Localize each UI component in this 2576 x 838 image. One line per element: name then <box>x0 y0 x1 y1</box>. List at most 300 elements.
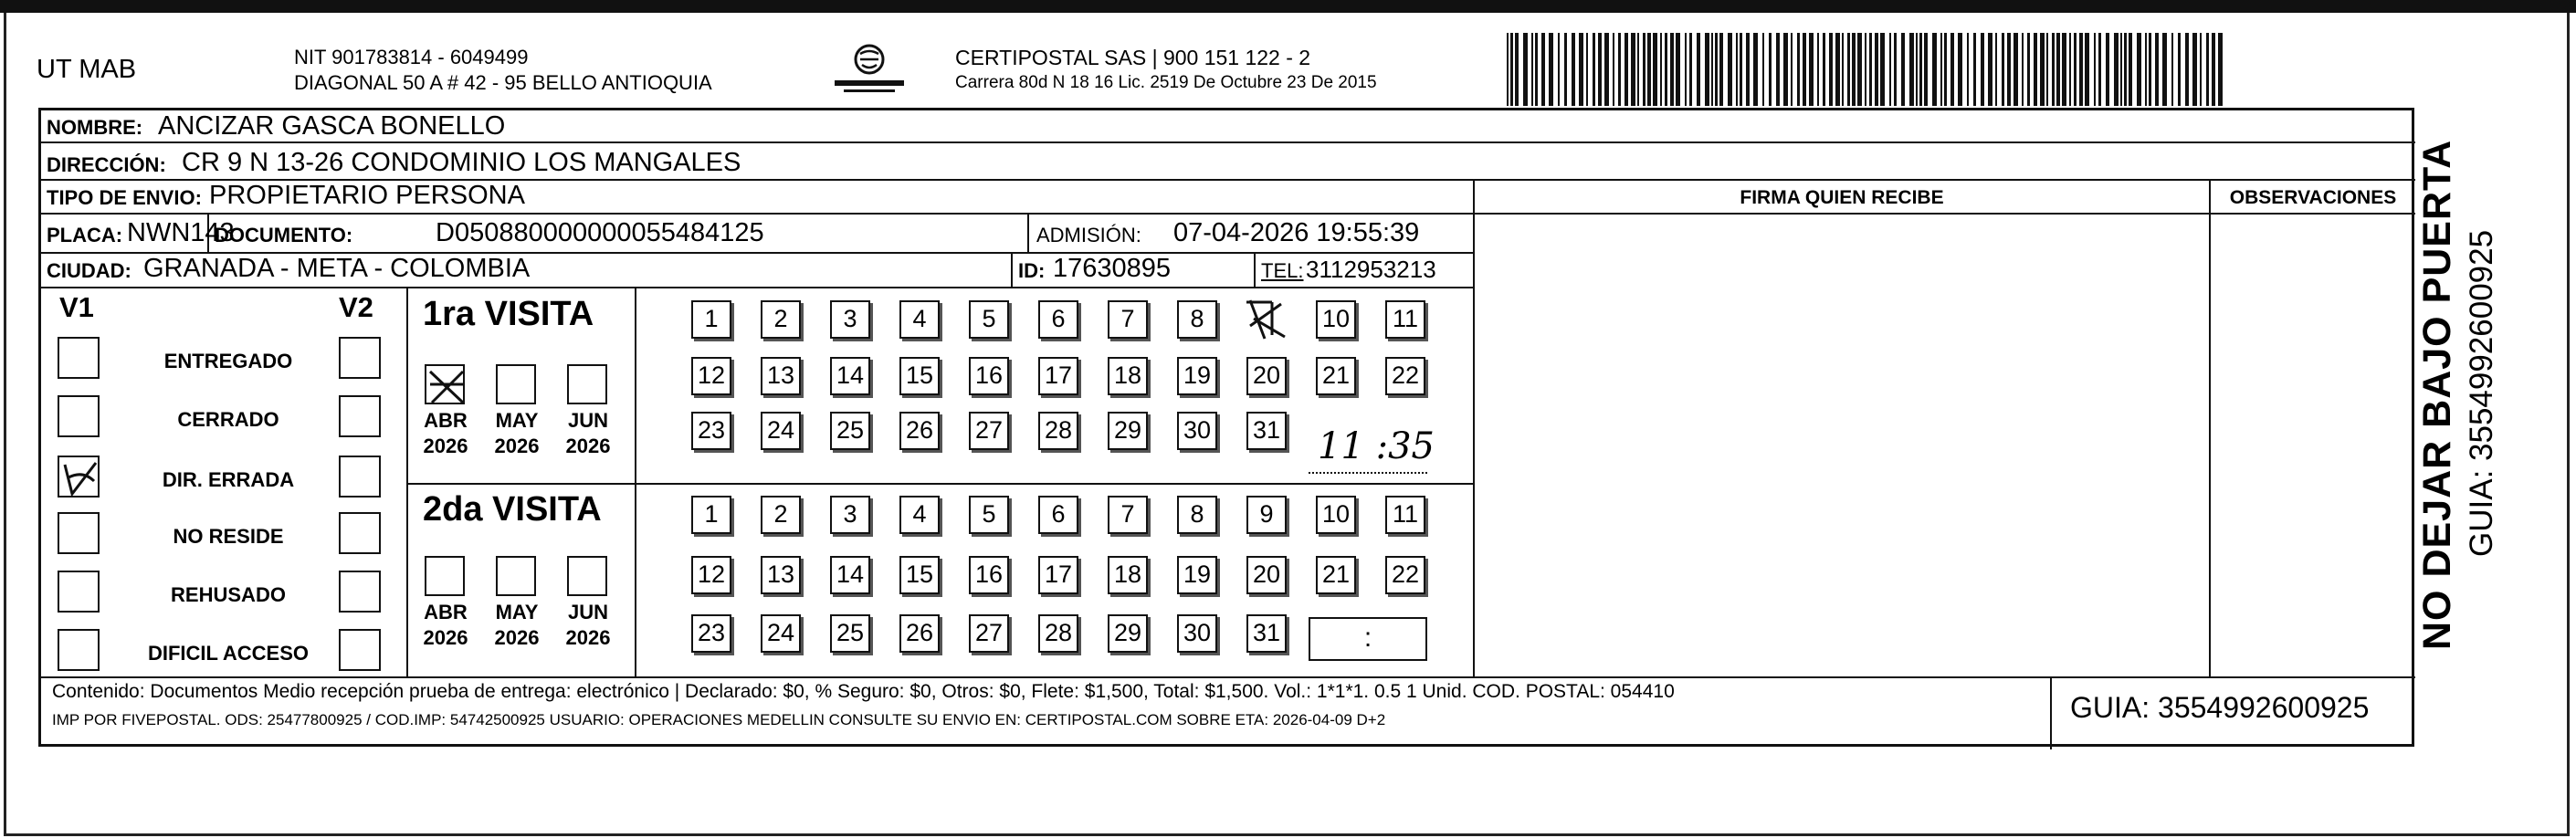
day-number: 26 <box>905 619 934 646</box>
rule <box>41 213 2415 215</box>
day-number: 16 <box>974 361 1004 389</box>
day-box[interactable] <box>1316 357 1356 395</box>
barcode-bar <box>1523 33 1528 106</box>
barcode-bar <box>1919 33 1922 106</box>
day-box[interactable] <box>899 496 940 534</box>
day-box[interactable] <box>1038 556 1078 594</box>
day-box[interactable] <box>969 412 1009 450</box>
day-number: 23 <box>697 416 726 444</box>
barcode-bar <box>1869 33 1872 106</box>
first-visit-title: 1ra VISITA <box>423 295 594 333</box>
day-box[interactable] <box>969 300 1009 339</box>
sender-nit: NIT 901783814 - 6049499 <box>294 46 529 68</box>
day-number: 1 <box>704 500 719 528</box>
second-visit-time-box: : <box>1309 617 1427 661</box>
barcode-bar <box>1618 33 1621 106</box>
day-number: 4 <box>912 500 927 528</box>
v1-checkbox[interactable] <box>58 512 100 554</box>
day-box[interactable] <box>1246 496 1287 534</box>
barcode-bar <box>1507 33 1509 106</box>
day-number: 18 <box>1113 361 1142 389</box>
barcode-bar <box>1829 33 1833 106</box>
ciudad-value: GRANADA - META - COLOMBIA <box>143 254 531 283</box>
month-year: 2026 <box>423 626 468 649</box>
barcode-bar <box>1762 33 1764 106</box>
day-number: 30 <box>1183 416 1212 444</box>
day-number: 6 <box>1051 500 1066 528</box>
day-number: 5 <box>982 500 996 528</box>
day-box[interactable] <box>830 556 870 594</box>
placa-label: PLACA: <box>47 224 123 246</box>
admision-value: 07-04-2026 19:55:39 <box>1173 218 1420 247</box>
v2-checkbox[interactable] <box>339 395 381 437</box>
side-guia-number: GUIA: 3554992600925 <box>2464 229 2499 557</box>
day-box[interactable] <box>1246 300 1287 339</box>
visit-option-label: DIR. ERRADA <box>162 468 295 491</box>
day-number: 22 <box>1391 560 1420 588</box>
barcode-bar <box>1940 33 1942 106</box>
rule <box>41 676 2415 678</box>
rule <box>406 483 1473 485</box>
day-number: 31 <box>1252 416 1281 444</box>
barcode-bar <box>1685 33 1687 106</box>
day-box[interactable] <box>969 496 1009 534</box>
day-box[interactable] <box>899 357 940 395</box>
barcode-bar <box>1924 33 1928 106</box>
barcode-bar <box>2094 33 2096 106</box>
barcode-bar <box>2124 33 2127 106</box>
barcode-bar <box>1988 33 1992 106</box>
barcode-bar <box>1535 33 1538 106</box>
v2-checkbox[interactable] <box>339 512 381 554</box>
direccion-label: DIRECCIÓN: <box>47 153 166 176</box>
barcode-bar <box>1613 33 1614 106</box>
day-box[interactable] <box>761 556 801 594</box>
barcode-bar <box>2056 33 2060 106</box>
visit-option-label: ENTREGADO <box>163 350 293 372</box>
v2-checkbox[interactable] <box>339 456 381 498</box>
day-box[interactable] <box>1385 556 1425 594</box>
barcode-bar <box>2206 33 2209 106</box>
rule <box>1011 252 1013 287</box>
day-number: 27 <box>974 416 1004 444</box>
barcode-bar <box>2013 33 2018 106</box>
handwritten-x-icon <box>426 366 467 406</box>
day-number: 29 <box>1113 416 1142 444</box>
month-year: 2026 <box>423 435 468 457</box>
barcode-bar <box>1889 33 1891 106</box>
day-number: 28 <box>1044 619 1073 646</box>
top-edge-bar <box>0 0 2576 13</box>
barcode-bar <box>1643 33 1645 106</box>
day-box[interactable] <box>691 556 731 594</box>
sender-address: DIAGONAL 50 A # 42 - 95 BELLO ANTIOQUIA <box>294 71 712 94</box>
day-box[interactable] <box>761 496 801 534</box>
day-box[interactable] <box>691 496 731 534</box>
barcode-bar <box>1665 33 1667 106</box>
v1-checkbox[interactable] <box>58 395 100 437</box>
day-number: 3 <box>843 500 857 528</box>
day-number: 21 <box>1321 560 1351 588</box>
barcode-bar <box>1950 33 1954 106</box>
id-label: ID: <box>1018 259 1046 282</box>
day-number: 11 <box>1392 500 1419 528</box>
day-number: 23 <box>697 619 726 646</box>
day-box[interactable] <box>761 300 801 339</box>
day-box[interactable] <box>1108 556 1148 594</box>
day-box[interactable] <box>1177 614 1217 653</box>
month-checkbox[interactable] <box>496 556 536 596</box>
month-label <box>414 600 478 651</box>
day-number: 11 <box>1392 305 1419 332</box>
barcode-bar <box>2040 33 2045 106</box>
day-box[interactable] <box>1177 300 1217 339</box>
admision-label: ADMISIÓN: <box>1036 224 1141 246</box>
day-number: 14 <box>836 560 865 588</box>
day-number: 22 <box>1391 361 1420 389</box>
barcode-bar <box>1909 33 1914 106</box>
day-box[interactable] <box>1108 614 1148 653</box>
day-number: 4 <box>912 305 927 332</box>
barcode-bar <box>1740 33 1742 106</box>
day-number: 15 <box>905 560 934 588</box>
v1-checkbox[interactable] <box>58 571 100 613</box>
day-box[interactable] <box>761 412 801 450</box>
rule <box>2209 179 2211 676</box>
month-year: 2026 <box>565 435 611 457</box>
day-box[interactable] <box>1108 300 1148 339</box>
barcode-bar <box>1967 33 1969 106</box>
day-number: 10 <box>1321 500 1351 528</box>
month-year: 2026 <box>494 435 540 457</box>
printing-info-line: IMP POR FIVEPOSTAL. ODS: 25477800925 / COD.IMP: 54742500925 USUARIO: OPERACIONES MEDELLIN CONSULTE SU ENVIO EN: CERTIPOSTAL.COM SOBRE ETA: 2026-04-09 D+2 <box>52 711 1386 728</box>
id-value: 17630895 <box>1053 254 1172 283</box>
courier-company: CERTIPOSTAL SAS | 900 151 122 - 2 <box>955 46 1311 69</box>
day-number: 14 <box>836 361 865 389</box>
month-name: MAY <box>495 601 539 623</box>
barcode-bar <box>1835 33 1840 106</box>
month-label <box>485 600 549 651</box>
barcode-bar <box>1728 33 1732 106</box>
day-box[interactable] <box>1246 614 1287 653</box>
day-box[interactable] <box>1177 556 1217 594</box>
barcode-bar <box>2002 33 2004 106</box>
day-number: 27 <box>974 619 1004 646</box>
day-box[interactable] <box>969 614 1009 653</box>
shipment-barcode <box>1507 33 2228 106</box>
barcode-bar <box>1593 33 1595 106</box>
day-box[interactable] <box>1108 496 1148 534</box>
day-box[interactable] <box>691 357 731 395</box>
v2-checkbox[interactable] <box>339 629 381 671</box>
barcode-bar <box>1586 33 1588 106</box>
barcode-bar <box>2098 33 2101 106</box>
courier-license: Carrera 80d N 18 16 Lic. 2519 De Octubre 23 De 2015 <box>955 73 1377 92</box>
month-name: JUN <box>567 601 608 623</box>
day-number: 24 <box>766 619 795 646</box>
barcode-bar <box>2069 33 2071 106</box>
month-label <box>556 408 620 459</box>
month-year: 2026 <box>494 626 540 649</box>
day-box[interactable] <box>899 300 940 339</box>
no-dejar-bajo-puerta-warning: NO DEJAR BAJO PUERTA <box>2415 139 2459 650</box>
day-number: 20 <box>1252 560 1281 588</box>
day-number: 3 <box>843 305 857 332</box>
guia-number: GUIA: 3554992600925 <box>2070 691 2370 724</box>
day-number: 7 <box>1120 305 1135 332</box>
barcode-bar <box>1541 33 1545 106</box>
barcode-bar <box>2074 33 2077 106</box>
day-box[interactable] <box>761 614 801 653</box>
barcode-bar <box>1809 33 1814 106</box>
ciudad-label: CIUDAD: <box>47 259 131 282</box>
barcode-bar <box>1857 33 1862 106</box>
day-number: 6 <box>1051 305 1066 332</box>
visit-option-label: NO RESIDE <box>173 525 284 548</box>
day-box[interactable] <box>1108 412 1148 450</box>
day-number: 21 <box>1321 361 1351 389</box>
day-box[interactable] <box>761 357 801 395</box>
barcode-bar <box>2171 33 2173 106</box>
v1-checkbox[interactable] <box>58 629 100 671</box>
v2-header: V2 <box>339 291 373 323</box>
barcode-bar <box>1746 33 1750 106</box>
barcode-bar <box>1624 33 1628 106</box>
rule <box>41 287 1473 288</box>
barcode-bar <box>1842 33 1844 106</box>
delivery-form <box>38 108 2414 747</box>
handwritten-x-mark-icon <box>1245 299 1288 340</box>
barcode-bar <box>1791 33 1793 106</box>
observaciones-column-header: OBSERVACIONES <box>2229 187 2397 208</box>
barcode-bar <box>1631 33 1635 106</box>
day-box[interactable] <box>1177 496 1217 534</box>
barcode-bar <box>1515 33 1519 106</box>
day-number: 31 <box>1252 619 1281 646</box>
barcode-bar <box>1549 33 1553 106</box>
day-number: 12 <box>697 361 726 389</box>
v1-checkbox[interactable] <box>58 456 100 498</box>
barcode-bar <box>2185 33 2189 106</box>
day-number: 25 <box>836 416 865 444</box>
month-label <box>485 408 549 459</box>
month-checkbox[interactable] <box>425 364 465 404</box>
day-box[interactable] <box>1246 357 1287 395</box>
tel-value: 3112953213 <box>1306 256 1436 283</box>
barcode-bar <box>1916 33 1918 106</box>
day-number: 17 <box>1044 361 1073 389</box>
day-number: 10 <box>1321 305 1351 332</box>
day-box[interactable] <box>899 556 940 594</box>
barcode-bar <box>1604 33 1609 106</box>
tipo-envio-value: PROPIETARIO PERSONA <box>209 181 525 210</box>
barcode-bar <box>1647 33 1651 106</box>
barcode-bar <box>1981 33 1984 106</box>
barcode-bar <box>1719 33 1723 106</box>
day-number: 19 <box>1183 361 1212 389</box>
barcode-bar <box>2218 33 2223 106</box>
month-checkbox[interactable] <box>496 364 536 404</box>
barcode-bar <box>1598 33 1602 106</box>
day-box[interactable] <box>1246 412 1287 450</box>
month-label <box>414 408 478 459</box>
month-checkbox[interactable] <box>567 364 607 404</box>
day-box[interactable] <box>1385 300 1425 339</box>
day-box[interactable] <box>1385 357 1425 395</box>
barcode-bar <box>2212 33 2215 106</box>
day-number: 29 <box>1113 619 1142 646</box>
rule <box>41 141 2415 143</box>
v2-checkbox[interactable] <box>339 337 381 379</box>
barcode-bar <box>1670 33 1674 106</box>
day-number: 2 <box>773 500 788 528</box>
barcode-bar <box>1803 33 1806 106</box>
barcode-bar <box>1705 33 1709 106</box>
day-box[interactable] <box>1038 496 1078 534</box>
day-box[interactable] <box>899 614 940 653</box>
barcode-bar <box>1564 33 1567 106</box>
day-box[interactable] <box>1246 556 1287 594</box>
barcode-bar <box>1880 33 1885 106</box>
barcode-bar <box>2137 33 2141 106</box>
day-box[interactable] <box>1316 556 1356 594</box>
day-box[interactable] <box>1038 412 1078 450</box>
tipo-envio-label: TIPO DE ENVIO: <box>47 186 202 209</box>
day-box[interactable] <box>1038 614 1078 653</box>
barcode-bar <box>1852 33 1856 106</box>
barcode-bar <box>1797 33 1800 106</box>
barcode-bar <box>2022 33 2024 106</box>
day-box[interactable] <box>1316 496 1356 534</box>
barcode-bar <box>1973 33 1976 106</box>
day-number: 18 <box>1113 560 1142 588</box>
day-box[interactable] <box>969 556 1009 594</box>
direccion-value: CR 9 N 13-26 CONDOMINIO LOS MANGALES <box>182 148 741 177</box>
barcode-bar <box>1676 33 1680 106</box>
day-number: 24 <box>766 416 795 444</box>
documento-value: D050880000000055484125 <box>436 218 764 247</box>
day-box[interactable] <box>1177 357 1217 395</box>
rule <box>635 287 636 676</box>
barcode-bar <box>1531 33 1533 106</box>
barcode-bar <box>2145 33 2147 106</box>
rule <box>2050 676 2052 749</box>
month-checkbox[interactable] <box>567 556 607 596</box>
barcode-bar <box>1865 33 1866 106</box>
day-box[interactable] <box>969 357 1009 395</box>
day-box[interactable] <box>1038 300 1078 339</box>
day-box[interactable] <box>899 412 940 450</box>
month-name: JUN <box>567 409 608 432</box>
day-box[interactable] <box>830 412 870 450</box>
documento-label: DOCUMENTO: <box>215 224 353 246</box>
barcode-bar <box>1510 33 1513 106</box>
barcode-bar <box>1875 33 1878 106</box>
day-box[interactable] <box>1108 357 1148 395</box>
barcode-bar <box>1901 33 1905 106</box>
day-number: 2 <box>773 305 788 332</box>
barcode-bar <box>2178 33 2181 106</box>
second-visit-title: 2da VISITA <box>423 490 602 529</box>
day-number: 8 <box>1190 305 1204 332</box>
nombre-value: ANCIZAR GASCA BONELLO <box>158 111 506 141</box>
certipostal-logo-icon <box>831 41 908 98</box>
day-box[interactable] <box>691 300 731 339</box>
day-box[interactable] <box>830 614 870 653</box>
barcode-bar <box>1753 33 1758 106</box>
day-number: 16 <box>974 560 1004 588</box>
v2-checkbox[interactable] <box>339 571 381 613</box>
day-number: 15 <box>905 361 934 389</box>
day-number: 5 <box>982 305 996 332</box>
visit-option-label: REHUSADO <box>171 583 286 606</box>
barcode-bar <box>1715 33 1718 106</box>
day-box[interactable] <box>1385 496 1425 534</box>
v1-header: V1 <box>59 291 94 323</box>
day-number: 25 <box>836 619 865 646</box>
day-box[interactable] <box>830 357 870 395</box>
barcode-bar <box>2149 33 2151 106</box>
barcode-bar <box>1847 33 1850 106</box>
day-number: 13 <box>766 361 795 389</box>
barcode-bar <box>1995 33 1997 106</box>
month-name: MAY <box>495 409 539 432</box>
barcode-bar <box>1958 33 1962 106</box>
rule <box>1027 213 1029 252</box>
first-visit-time-handwritten: 11 :35 <box>1318 425 1435 467</box>
barcode-bar <box>1736 33 1738 106</box>
day-box[interactable] <box>1316 300 1356 339</box>
barcode-bar <box>1653 33 1657 106</box>
visit-option-label: DIFICIL ACCESO <box>147 642 309 665</box>
barcode-bar <box>1944 33 1947 106</box>
day-number: 1 <box>704 305 719 332</box>
shipment-contents-line: Contenido: Documentos Medio recepción prueba de entrega: electrónico | Declarado: $0, % Seguro: $0, Otros: $0, Flete: $1,500, Total: $1,500. Vol.: 1*1*1. 0.5 1 Unid. COD. POSTAL: 054410 <box>52 681 1675 702</box>
day-box[interactable] <box>1177 412 1217 450</box>
day-number: 20 <box>1252 361 1281 389</box>
barcode-bar <box>2192 33 2197 106</box>
day-box[interactable] <box>691 614 731 653</box>
barcode-bar <box>2129 33 2132 106</box>
barcode-bar <box>1572 33 1575 106</box>
barcode-bar <box>1558 33 1560 106</box>
month-checkbox[interactable] <box>425 556 465 596</box>
day-box[interactable] <box>830 300 870 339</box>
barcode-bar <box>1817 33 1819 106</box>
tel-label: TEL: <box>1261 259 1304 282</box>
day-number: 19 <box>1183 560 1212 588</box>
day-number: 12 <box>697 560 726 588</box>
day-number: 13 <box>766 560 795 588</box>
placa-value: NWN143 <box>127 218 235 247</box>
barcode-bar <box>2079 33 2083 106</box>
barcode-bar <box>1776 33 1780 106</box>
day-box[interactable] <box>830 496 870 534</box>
barcode-bar <box>2155 33 2159 106</box>
v1-checkbox[interactable] <box>58 337 100 379</box>
day-box[interactable] <box>691 412 731 450</box>
barcode-bar <box>1660 33 1662 106</box>
day-number: 28 <box>1044 416 1073 444</box>
barcode-bar <box>2027 33 2030 106</box>
day-number: 7 <box>1120 500 1135 528</box>
barcode-bar <box>1769 33 1772 106</box>
day-number: 9 <box>1259 500 1274 528</box>
barcode-bar <box>2062 33 2066 106</box>
day-box[interactable] <box>1038 357 1078 395</box>
barcode-bar <box>1783 33 1788 106</box>
month-label <box>556 600 620 651</box>
